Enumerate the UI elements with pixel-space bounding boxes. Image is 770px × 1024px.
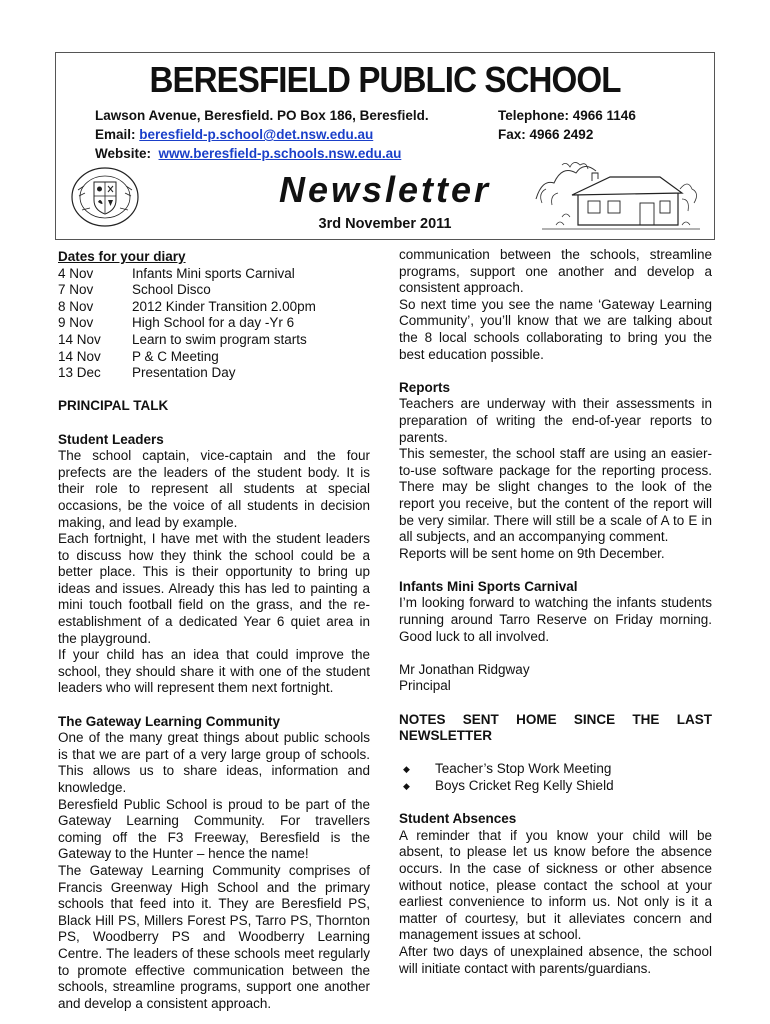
gateway-paragraph: So next time you see the name ‘Gateway Learning Community’, you’ll know that we are talking about the 8 local schools collaborating to bring you the best education possible. xyxy=(399,296,712,362)
notes-heading-word: HOME xyxy=(516,711,557,727)
right-column xyxy=(399,247,712,977)
diary-event: High School for a day -Yr 6 xyxy=(132,315,295,331)
school-name: BERESFIELD PUBLIC SCHOOL xyxy=(149,59,621,100)
notes-sent-heading-line2: NEWSLETTER xyxy=(399,728,492,744)
email-link[interactable]: beresfield-p.school@det.nsw.edu.au xyxy=(139,127,374,142)
diary-item xyxy=(58,282,370,299)
student-leaders-paragraph: The school captain, vice-captain and the four prefects are the leaders of the student body. It is their role to represent all students at special occasions, be the voice of all students in decision making, and lead by example. xyxy=(58,448,370,530)
absences-paragraph: After two days of unexplained absence, the school will initiate contact with parents/guardians. xyxy=(399,943,712,976)
diamond-bullet-icon: ◆ xyxy=(403,764,410,775)
absences-heading: Student Absences xyxy=(399,811,517,827)
list-item xyxy=(399,761,712,778)
diamond-bullet-icon: ◆ xyxy=(403,781,410,791)
diary-date: 7 Nov xyxy=(58,282,94,298)
diary-item xyxy=(58,349,370,366)
gateway-continued: communication between the schools, streamline programs, support one another and develop a consistent approach. xyxy=(399,247,712,296)
notes-heading-word: SENT xyxy=(462,711,499,727)
diary-date: 14 Nov xyxy=(58,331,101,347)
diary-item xyxy=(58,365,370,382)
email-line xyxy=(95,125,429,144)
note-item: Teacher’s Stop Work Meeting xyxy=(435,761,612,777)
diary-event: P & C Meeting xyxy=(132,348,219,364)
carnival-paragraph: I’m looking forward to watching the infants students running around Tarro Reserve on Friday morning. Good luck to all involved. xyxy=(399,595,712,644)
absences-paragraph: A reminder that if you know your child will be absent, to please let us know before the absence occurs. In the case of sickness or other absence without notice, please contact the school at your earliest convenience to inform us. Not only is it a matter of courtesy, but it alleviates concern and management issues at school. xyxy=(399,827,712,943)
notes-heading-word: NOTES xyxy=(399,711,446,727)
notes-heading-word: LAST xyxy=(676,711,712,727)
diary-date: 4 Nov xyxy=(58,265,94,281)
contact-details xyxy=(95,106,429,163)
gateway-paragraph: One of the many great things about public schools is that we are part of a very large group of schools. This allows us to share ideas, information and knowledge. xyxy=(58,730,370,795)
reports-heading: Reports xyxy=(399,379,451,395)
issue-date: 3rd November 2011 xyxy=(318,216,452,232)
website-line xyxy=(95,144,429,163)
notes-heading-word: SINCE xyxy=(573,711,616,727)
diary-event: 2012 Kinder Transition 2.00pm xyxy=(132,298,316,314)
diary-event: Learn to swim program starts xyxy=(132,331,307,347)
left-column xyxy=(58,249,370,1011)
diary-heading: Dates for your diary xyxy=(58,249,186,264)
masthead xyxy=(55,52,715,240)
email-label: Email: xyxy=(95,127,136,142)
telephone: Telephone: 4966 1146 xyxy=(498,108,636,123)
diary-event: School Disco xyxy=(132,282,211,298)
diary-item xyxy=(58,266,370,283)
website-label: Website: xyxy=(95,146,152,161)
reports-paragraph: Teachers are underway with their assessments in preparation of writing the end-of-year reports to parents. xyxy=(399,396,712,445)
address: Lawson Avenue, Beresfield. PO Box 186, Beresfield. xyxy=(95,108,429,123)
diary-date: 14 Nov xyxy=(58,348,101,364)
signoff-name: Mr Jonathan Ridgway xyxy=(399,661,530,677)
notes-sent-heading xyxy=(399,712,712,729)
newsletter-title: Newsletter xyxy=(278,169,492,210)
student-leaders-paragraph: Each fortnight, I have met with the student leaders to discuss how they think the school could be a better place. This is their opportunity to bring up ideas and issues. Already this has led to painting a mini touch football field on the grass, and the re-establishment of a dedicated Year 6 quiet area in the playground. xyxy=(58,531,370,646)
student-leaders-heading: Student Leaders xyxy=(58,431,164,447)
diary-date: 8 Nov xyxy=(58,298,94,314)
gateway-heading: The Gateway Learning Community xyxy=(58,713,281,729)
website-link[interactable]: www.beresfield-p.schools.nsw.edu.au xyxy=(158,146,402,161)
phone-details xyxy=(498,106,636,144)
reports-paragraph: This semester, the school staff are using an easier-to-use software package for the reporting process. There may be slight changes to the look of the report you receive, but the content of the report will be very similar. There will still be a scale of A to E in all subjects, and an accompanying comment. xyxy=(399,446,712,545)
carnival-heading: Infants Mini Sports Carnival xyxy=(399,578,578,594)
diary-item xyxy=(58,315,370,332)
diary-item xyxy=(58,332,370,349)
diary-event: Infants Mini sports Carnival xyxy=(132,265,295,281)
diary-date: 9 Nov xyxy=(58,315,94,331)
diary-item xyxy=(58,299,370,316)
reports-paragraph: Reports will be sent home on 9th December. xyxy=(399,545,665,561)
gateway-paragraph: Beresfield Public School is proud to be part of the Gateway Learning Community. For travellers coming off the F3 Freeway, Beresfield is the Gateway to the Hunter – hence the name! xyxy=(58,796,370,862)
gateway-paragraph: The Gateway Learning Community comprises of Francis Greenway High School and the primary schools that feed into it. They are Beresfield PS, Black Hill PS, Millers Forest PS, Tarro PS, Thornton PS, Woodberry PS and Woodberry Learning Centre. The leaders of these schools meet regularly to promote effective communication between the schools, streamline programs, support one another and develop a consistent approach. xyxy=(58,862,370,1011)
principal-talk-heading: PRINCIPAL TALK xyxy=(58,398,169,414)
signoff-title: Principal xyxy=(399,678,451,694)
notes-heading-word: THE xyxy=(632,711,660,727)
student-leaders-paragraph: If your child has an idea that could improve the school, they should share it with one of the student leaders who will represent them next fortnight. xyxy=(58,647,370,696)
fax: Fax: 4966 2492 xyxy=(498,127,594,142)
list-item xyxy=(399,778,712,795)
note-item: Boys Cricket Reg Kelly Shield xyxy=(435,778,614,793)
diary-event: Presentation Day xyxy=(132,365,236,381)
diary-date: 13 Dec xyxy=(58,365,101,381)
